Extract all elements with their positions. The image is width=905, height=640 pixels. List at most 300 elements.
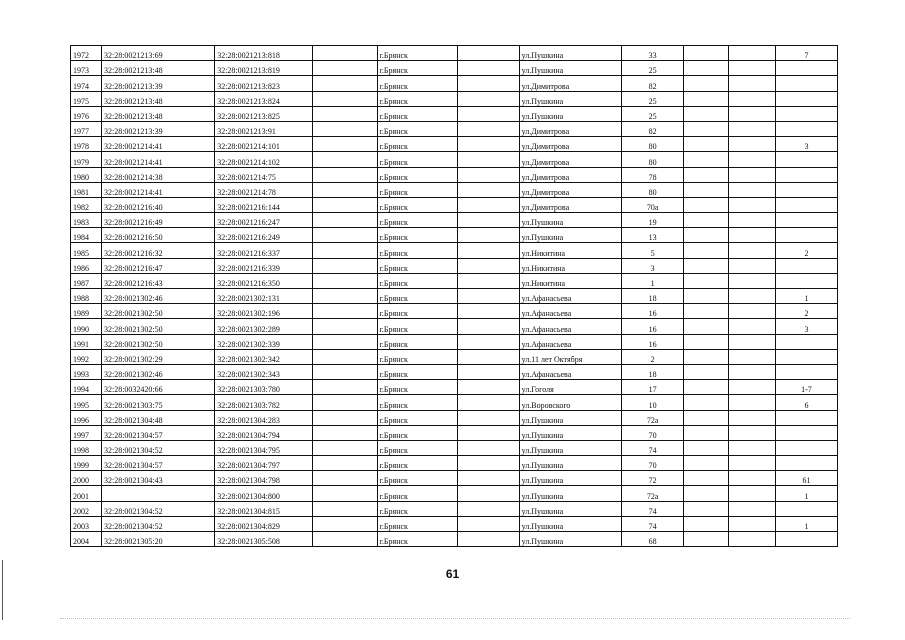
row-number-cell: 1993 [71,364,102,379]
street-cell: ул.Воровского [519,395,622,410]
city-cell: г.Брянск [377,197,457,212]
empty-cell [457,319,519,334]
land-cadastral-number-cell: 32:28:0021216:50 [101,228,214,243]
house-number-cell: 3 [622,258,684,273]
empty-cell [313,501,377,516]
row-number-cell: 1997 [71,425,102,440]
apartment-cell [775,197,837,212]
empty-cell [313,91,377,106]
land-cadastral-number-cell: 32:28:0021213:69 [101,46,214,61]
row-number-cell: 2004 [71,532,102,547]
scan-noise [60,618,850,620]
empty-cell [313,228,377,243]
city-cell: г.Брянск [377,395,457,410]
building-cadastral-number-cell: 32:28:0021213:819 [215,61,313,76]
empty-cell [457,273,519,288]
empty-cell [457,106,519,121]
street-cell: ул.Пушкина [519,228,622,243]
table-row [71,364,838,379]
empty-cell [684,486,729,501]
table-row [71,258,838,273]
house-number-cell: 70 [622,456,684,471]
table-row [71,152,838,167]
empty-cell [684,243,729,258]
row-number-cell: 1994 [71,380,102,395]
empty-cell [728,137,775,152]
city-cell: г.Брянск [377,258,457,273]
empty-cell [684,364,729,379]
empty-cell [313,532,377,547]
empty-cell [684,380,729,395]
empty-cell [313,516,377,531]
city-cell: г.Брянск [377,137,457,152]
empty-cell [313,319,377,334]
table-row [71,501,838,516]
street-cell: ул.Пушкина [519,440,622,455]
apartment-cell [775,91,837,106]
table-row [71,273,838,288]
building-cadastral-number-cell: 32:28:0021302:131 [215,289,313,304]
land-cadastral-number-cell: 32:28:0021213:39 [101,76,214,91]
land-cadastral-number-cell: 32:28:0021302:29 [101,349,214,364]
apartment-cell [775,456,837,471]
row-number-cell: 1975 [71,91,102,106]
empty-cell [313,380,377,395]
building-cadastral-number-cell: 32:28:0021304:829 [215,516,313,531]
street-cell: ул.Пушкина [519,471,622,486]
table-row [71,137,838,152]
city-cell: г.Брянск [377,167,457,182]
apartment-cell [775,501,837,516]
apartment-cell [775,61,837,76]
empty-cell [684,61,729,76]
row-number-cell: 1995 [71,395,102,410]
house-number-cell: 19 [622,213,684,228]
empty-cell [684,501,729,516]
house-number-cell: 25 [622,61,684,76]
street-cell: ул.Пушкина [519,516,622,531]
house-number-cell: 72а [622,486,684,501]
empty-cell [313,410,377,425]
building-cadastral-number-cell: 32:28:0021304:815 [215,501,313,516]
street-cell: ул.11 лет Октября [519,349,622,364]
apartment-cell [775,167,837,182]
street-cell: ул.Пушкина [519,425,622,440]
building-cadastral-number-cell: 32:28:0021304:797 [215,456,313,471]
empty-cell [313,273,377,288]
land-cadastral-number-cell: 32:28:0021214:41 [101,152,214,167]
empty-cell [728,304,775,319]
row-number-cell: 1977 [71,121,102,136]
empty-cell [684,516,729,531]
empty-cell [457,167,519,182]
city-cell: г.Брянск [377,380,457,395]
table-row [71,440,838,455]
street-cell: ул.Пушкина [519,91,622,106]
house-number-cell: 18 [622,364,684,379]
house-number-cell: 16 [622,334,684,349]
table-row [71,197,838,212]
street-cell: ул.Афанасьева [519,319,622,334]
row-number-cell: 1991 [71,334,102,349]
city-cell: г.Брянск [377,319,457,334]
land-cadastral-number-cell: 32:28:0021216:40 [101,197,214,212]
empty-cell [457,182,519,197]
table-row [71,61,838,76]
house-number-cell: 70а [622,197,684,212]
empty-cell [313,471,377,486]
empty-cell [457,380,519,395]
row-number-cell: 1982 [71,197,102,212]
apartment-cell [775,349,837,364]
apartment-cell [775,273,837,288]
empty-cell [728,182,775,197]
land-cadastral-number-cell: 32:28:0021213:48 [101,91,214,106]
empty-cell [457,410,519,425]
empty-cell [313,349,377,364]
empty-cell [728,243,775,258]
house-number-cell: 25 [622,106,684,121]
city-cell: г.Брянск [377,91,457,106]
apartment-cell: 3 [775,319,837,334]
row-number-cell: 2001 [71,486,102,501]
street-cell: ул.Пушкина [519,61,622,76]
building-cadastral-number-cell: 32:28:0021216:249 [215,228,313,243]
table-row [71,76,838,91]
city-cell: г.Брянск [377,501,457,516]
city-cell: г.Брянск [377,46,457,61]
street-cell: ул.Афанасьева [519,364,622,379]
empty-cell [728,334,775,349]
building-cadastral-number-cell: 32:28:0021216:144 [215,197,313,212]
empty-cell [728,61,775,76]
empty-cell [728,289,775,304]
street-cell: ул.Пушкина [519,532,622,547]
city-cell: г.Брянск [377,486,457,501]
empty-cell [728,106,775,121]
empty-cell [313,440,377,455]
empty-cell [728,456,775,471]
apartment-cell [775,152,837,167]
empty-cell [457,395,519,410]
empty-cell [728,532,775,547]
street-cell: ул.Пушкина [519,410,622,425]
table-row [71,304,838,319]
table-row [71,182,838,197]
empty-cell [728,486,775,501]
apartment-cell [775,425,837,440]
empty-cell [728,197,775,212]
street-cell: ул.Никитина [519,243,622,258]
apartment-cell: 2 [775,304,837,319]
empty-cell [457,456,519,471]
empty-cell [457,349,519,364]
house-number-cell: 18 [622,289,684,304]
land-cadastral-number-cell [101,486,214,501]
empty-cell [313,486,377,501]
land-cadastral-number-cell: 32:28:0021304:43 [101,471,214,486]
row-number-cell: 1992 [71,349,102,364]
land-cadastral-number-cell: 32:28:0021214:38 [101,167,214,182]
house-number-cell: 17 [622,380,684,395]
table-row [71,334,838,349]
empty-cell [313,121,377,136]
table-row [71,319,838,334]
table-body [71,46,838,547]
city-cell: г.Брянск [377,304,457,319]
street-cell: ул.Димитрова [519,182,622,197]
city-cell: г.Брянск [377,471,457,486]
table-row [71,486,838,501]
empty-cell [684,137,729,152]
empty-cell [457,137,519,152]
apartment-cell [775,258,837,273]
empty-cell [728,410,775,425]
building-cadastral-number-cell: 32:28:0021213:824 [215,91,313,106]
table-row [71,243,838,258]
apartment-cell: 1 [775,289,837,304]
land-cadastral-number-cell: 32:28:0021302:50 [101,334,214,349]
empty-cell [728,516,775,531]
empty-cell [684,213,729,228]
row-number-cell: 1973 [71,61,102,76]
building-cadastral-number-cell: 32:28:0021216:337 [215,243,313,258]
empty-cell [457,197,519,212]
apartment-cell [775,410,837,425]
street-cell: ул.Димитрова [519,121,622,136]
empty-cell [457,486,519,501]
empty-cell [457,516,519,531]
empty-cell [728,440,775,455]
empty-cell [684,349,729,364]
building-cadastral-number-cell: 32:28:0021303:780 [215,380,313,395]
house-number-cell: 82 [622,76,684,91]
row-number-cell: 1985 [71,243,102,258]
row-number-cell: 1979 [71,152,102,167]
row-number-cell: 1980 [71,167,102,182]
street-cell: ул.Никитина [519,258,622,273]
house-number-cell: 10 [622,395,684,410]
table-row [71,380,838,395]
street-cell: ул.Афанасьева [519,289,622,304]
empty-cell [313,395,377,410]
land-cadastral-number-cell: 32:28:0021302:46 [101,289,214,304]
table-row [71,425,838,440]
empty-cell [684,46,729,61]
empty-cell [684,121,729,136]
row-number-cell: 1978 [71,137,102,152]
table-row [71,91,838,106]
empty-cell [728,167,775,182]
table-row [71,410,838,425]
building-cadastral-number-cell: 32:28:0021213:91 [215,121,313,136]
city-cell: г.Брянск [377,213,457,228]
land-cadastral-number-cell: 32:28:0021302:46 [101,364,214,379]
house-number-cell: 80 [622,137,684,152]
city-cell: г.Брянск [377,228,457,243]
table-row [71,228,838,243]
house-number-cell: 2 [622,349,684,364]
apartment-cell [775,228,837,243]
empty-cell [313,106,377,121]
empty-cell [457,440,519,455]
house-number-cell: 74 [622,501,684,516]
city-cell: г.Брянск [377,456,457,471]
empty-cell [684,76,729,91]
empty-cell [457,228,519,243]
apartment-cell [775,106,837,121]
building-cadastral-number-cell: 32:28:0021213:818 [215,46,313,61]
street-cell: ул.Афанасьева [519,334,622,349]
house-number-cell: 1 [622,273,684,288]
house-number-cell: 72а [622,410,684,425]
empty-cell [728,228,775,243]
row-number-cell: 1983 [71,213,102,228]
empty-cell [313,152,377,167]
empty-cell [313,182,377,197]
building-cadastral-number-cell: 32:28:0021304:798 [215,471,313,486]
house-number-cell: 82 [622,121,684,136]
street-cell: ул.Димитрова [519,76,622,91]
apartment-cell [775,532,837,547]
empty-cell [457,46,519,61]
building-cadastral-number-cell: 32:28:0021304:283 [215,410,313,425]
table-row [71,289,838,304]
city-cell: г.Брянск [377,410,457,425]
apartment-cell [775,364,837,379]
empty-cell [457,334,519,349]
street-cell: ул.Никитина [519,273,622,288]
land-cadastral-number-cell: 32:28:0021304:52 [101,501,214,516]
apartment-cell: 3 [775,137,837,152]
table-row [71,456,838,471]
empty-cell [684,106,729,121]
building-cadastral-number-cell: 32:28:0021216:247 [215,213,313,228]
row-number-cell: 1998 [71,440,102,455]
row-number-cell: 1972 [71,46,102,61]
apartment-cell: 2 [775,243,837,258]
building-cadastral-number-cell: 32:28:0021305:508 [215,532,313,547]
row-number-cell: 1981 [71,182,102,197]
city-cell: г.Брянск [377,273,457,288]
building-cadastral-number-cell: 32:28:0021304:800 [215,486,313,501]
land-cadastral-number-cell: 32:28:0021304:52 [101,440,214,455]
city-cell: г.Брянск [377,532,457,547]
land-cadastral-number-cell: 32:28:0021304:52 [101,516,214,531]
empty-cell [313,76,377,91]
row-number-cell: 2002 [71,501,102,516]
empty-cell [728,121,775,136]
empty-cell [457,213,519,228]
empty-cell [728,273,775,288]
house-number-cell: 80 [622,182,684,197]
house-number-cell: 74 [622,440,684,455]
empty-cell [313,197,377,212]
city-cell: г.Брянск [377,106,457,121]
table-row [71,395,838,410]
empty-cell [313,304,377,319]
apartment-cell: 61 [775,471,837,486]
empty-cell [684,273,729,288]
empty-cell [684,258,729,273]
empty-cell [313,456,377,471]
empty-cell [684,334,729,349]
empty-cell [684,395,729,410]
empty-cell [728,349,775,364]
street-cell: ул.Пушкина [519,486,622,501]
land-cadastral-number-cell: 32:28:0021214:41 [101,182,214,197]
land-cadastral-number-cell: 32:28:0021216:47 [101,258,214,273]
row-number-cell: 1986 [71,258,102,273]
land-cadastral-number-cell: 32:28:0021303:75 [101,395,214,410]
city-cell: г.Брянск [377,516,457,531]
apartment-cell [775,440,837,455]
street-cell: ул.Пушкина [519,46,622,61]
land-cadastral-number-cell: 32:28:0021216:32 [101,243,214,258]
apartment-cell [775,213,837,228]
empty-cell [684,228,729,243]
empty-cell [313,425,377,440]
building-cadastral-number-cell: 32:28:0021216:339 [215,258,313,273]
empty-cell [684,319,729,334]
street-cell: ул.Пушкина [519,213,622,228]
empty-cell [684,425,729,440]
empty-cell [457,364,519,379]
empty-cell [457,425,519,440]
empty-cell [728,76,775,91]
building-cadastral-number-cell: 32:28:0021302:342 [215,349,313,364]
row-number-cell: 1976 [71,106,102,121]
house-number-cell: 5 [622,243,684,258]
table-row [71,167,838,182]
empty-cell [684,471,729,486]
apartment-cell: 1 [775,486,837,501]
registry-table [70,45,838,547]
scan-edge-line [2,560,3,620]
empty-cell [313,289,377,304]
row-number-cell: 1996 [71,410,102,425]
empty-cell [313,364,377,379]
empty-cell [728,91,775,106]
empty-cell [457,289,519,304]
land-cadastral-number-cell: 32:28:0021213:48 [101,106,214,121]
street-cell: ул.Димитрова [519,197,622,212]
land-cadastral-number-cell: 32:28:0021302:50 [101,304,214,319]
empty-cell [684,167,729,182]
city-cell: г.Брянск [377,61,457,76]
table-row [71,121,838,136]
page-number: 61 [445,567,460,581]
building-cadastral-number-cell: 32:28:0021302:343 [215,364,313,379]
house-number-cell: 80 [622,152,684,167]
apartment-cell: 7 [775,46,837,61]
house-number-cell: 68 [622,532,684,547]
land-cadastral-number-cell: 32:28:0021304:48 [101,410,214,425]
table-row [71,46,838,61]
empty-cell [313,243,377,258]
empty-cell [684,182,729,197]
building-cadastral-number-cell: 32:28:0021216:350 [215,273,313,288]
street-cell: ул.Афанасьева [519,304,622,319]
building-cadastral-number-cell: 32:28:0021303:782 [215,395,313,410]
empty-cell [684,410,729,425]
empty-cell [457,501,519,516]
building-cadastral-number-cell: 32:28:0021302:339 [215,334,313,349]
street-cell: ул.Димитрова [519,167,622,182]
empty-cell [457,91,519,106]
land-cadastral-number-cell: 32:28:0021304:57 [101,425,214,440]
empty-cell [728,395,775,410]
